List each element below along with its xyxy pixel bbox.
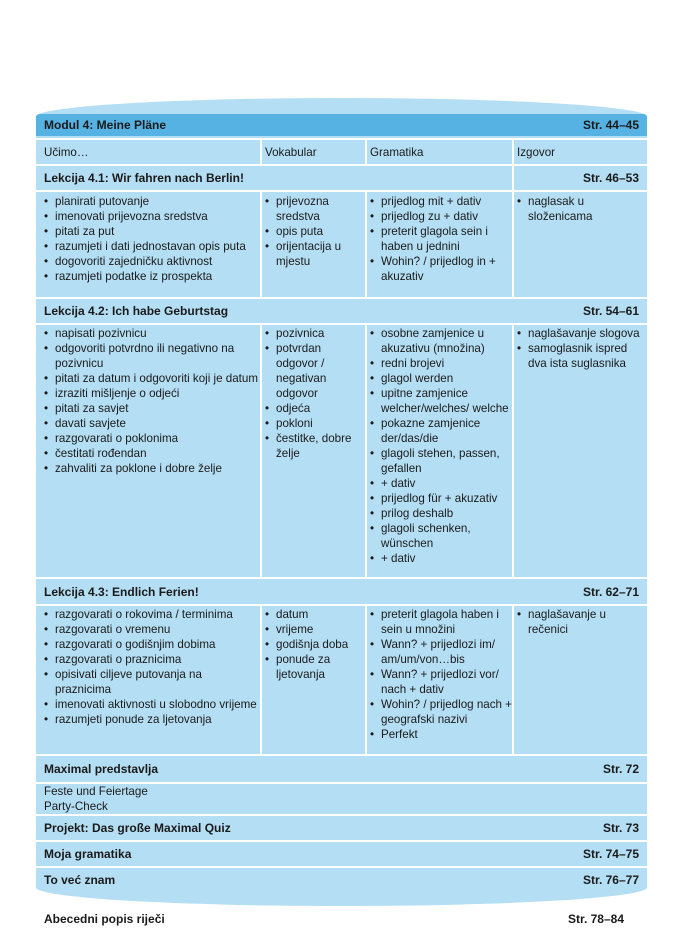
- list-item: • napisati pozivnicu: [44, 326, 258, 341]
- lesson-1-title: Lekcija 4.1: Wir fahren nach Berlin!: [44, 171, 244, 185]
- list-item: • upitne zamjenice welcher/welches/ welche: [370, 386, 512, 416]
- list-item: • naglasak u složenicama: [517, 194, 637, 224]
- lesson-2-title: Lekcija 4.2: Ich habe Geburtstag: [44, 304, 229, 318]
- column-header-vocab: Vokabular: [265, 146, 317, 159]
- lesson-2-grammar: [370, 326, 512, 566]
- list-item: • pokazne zamjenice der/das/die: [370, 416, 512, 446]
- module-title: Modul 4: Meine Pläne: [44, 118, 167, 132]
- list-item: • samoglasnik ispred dva ista suglasnika: [517, 341, 641, 371]
- znam-title: To već znam: [44, 873, 116, 887]
- list-item: • preterit glagola haben i sein u množini: [370, 607, 512, 637]
- list-item: • Wann? + prijedlozi im/ am/um/von…bis: [370, 637, 512, 667]
- znam-pages: Str. 76–77: [582, 873, 639, 887]
- lesson-3-pronunciation: [517, 607, 641, 637]
- lesson-1-vocab: [265, 194, 365, 269]
- maximal-header: [36, 756, 647, 782]
- list-item: • Wann? + prijedlozi vor/ nach + dativ: [370, 667, 512, 697]
- projekt-title: Projekt: Das große Maximal Quiz: [44, 821, 231, 835]
- contents-panel: [36, 98, 647, 906]
- lesson-1-grammar: [370, 194, 512, 284]
- list-item: • prilog deshalb: [370, 506, 512, 521]
- projekt-row: [36, 816, 647, 840]
- list-item: • čestitati rođendan: [44, 446, 258, 461]
- list-item: • ponude za ljetovanja: [265, 652, 365, 682]
- lesson-2-header: [36, 299, 647, 323]
- lesson-3-grammar: [370, 607, 512, 742]
- list-item: • Perfekt: [370, 727, 512, 742]
- list-item: • razumjeti podatke iz prospekta: [44, 269, 258, 284]
- lesson-2-pronunciation: [517, 326, 641, 371]
- maximal-pages: Str. 72: [602, 762, 639, 776]
- maximal-item-1: Feste und Feiertage: [44, 785, 148, 798]
- list-item: • pokloni: [265, 416, 365, 431]
- list-item: • prijevozna sredstva: [265, 194, 365, 224]
- lesson-2-learn: [44, 326, 258, 476]
- lesson-1-header: [36, 166, 647, 190]
- list-item: • redni brojevi: [370, 356, 512, 371]
- list-item: • + dativ: [370, 551, 512, 566]
- index-title: Abecedni popis riječi: [44, 912, 165, 926]
- list-item: • imenovati aktivnosti u slobodno vrijeme: [44, 697, 258, 712]
- index-footer: [36, 912, 632, 926]
- znam-row: [36, 868, 647, 892]
- list-item: • Wohin? / prijedlog in + akuzativ: [370, 254, 512, 284]
- list-item: • pozivnica: [265, 326, 365, 341]
- gramatika-title: Moja gramatika: [44, 847, 132, 861]
- list-item: • glagol werden: [370, 371, 512, 386]
- lesson-1-pronunciation: [517, 194, 637, 224]
- list-item: • planirati putovanje: [44, 194, 258, 209]
- lesson-2-vocab: [265, 326, 365, 461]
- module-pages: Str. 44–45: [582, 118, 639, 132]
- list-item: • dogovoriti zajedničku aktivnost: [44, 254, 258, 269]
- list-item: • čestitke, dobre želje: [265, 431, 365, 461]
- lesson-2-pages: Str. 54–61: [582, 304, 639, 318]
- projekt-pages: Str. 73: [602, 821, 639, 835]
- lesson-3-pages: Str. 62–71: [582, 584, 639, 599]
- module-header: [36, 114, 647, 136]
- list-item: • odgovoriti potvrdno ili negativno na pozivnicu: [44, 341, 258, 371]
- list-item: • vrijeme: [265, 622, 365, 637]
- lesson-1-learn: [44, 194, 258, 284]
- list-item: • naglašavanje u rečenici: [517, 607, 641, 637]
- column-header-pronunciation: Izgovor: [517, 146, 556, 159]
- lesson-3-title: Lekcija 4.3: Endlich Ferien!: [44, 584, 199, 599]
- list-item: • osobne zamjenice u akuzativu (množina): [370, 326, 512, 356]
- list-item: • orijentacija u mjestu: [265, 239, 365, 269]
- list-item: • odjeća: [265, 401, 365, 416]
- list-item: • razumjeti ponude za ljetovanja: [44, 712, 258, 727]
- list-item: • potvrdan odgovor / negativan odgovor: [265, 341, 365, 401]
- list-item: • Wohin? / prijedlog nach + geografski nazivi: [370, 697, 512, 727]
- lesson-3-learn: [44, 607, 258, 727]
- list-item: • glagoli stehen, passen, gefallen: [370, 446, 512, 476]
- list-item: • + dativ: [370, 476, 512, 491]
- list-item: • glagoli schenken, wünschen: [370, 521, 512, 551]
- gramatika-pages: Str. 74–75: [582, 847, 639, 861]
- list-item: • godišnja doba: [265, 637, 365, 652]
- list-item: • naglašavanje slogova: [517, 326, 641, 341]
- list-item: • razumjeti i dati jednostavan opis puta: [44, 239, 258, 254]
- list-item: • razgovarati o vremenu: [44, 622, 258, 637]
- list-item: • razgovarati o poklonima: [44, 431, 258, 446]
- list-item: • opisivati ciljeve putovanja na praznicima: [44, 667, 258, 697]
- list-item: • imenovati prijevozna sredstva: [44, 209, 258, 224]
- list-item: • razgovarati o godišnjim dobima: [44, 637, 258, 652]
- list-item: • prijedlog mit + dativ: [370, 194, 512, 209]
- list-item: • razgovarati o rokovima / terminima: [44, 607, 258, 622]
- list-item: • pitati za put: [44, 224, 258, 239]
- gramatika-row: [36, 842, 647, 866]
- maximal-item-2: Party-Check: [44, 800, 108, 813]
- list-item: • prijedlog zu + dativ: [370, 209, 512, 224]
- list-item: • pitati za datum i odgovoriti koji je datum: [44, 371, 258, 386]
- list-item: • razgovarati o praznicima: [44, 652, 258, 667]
- list-item: • preterit glagola sein i haben u jednini: [370, 224, 512, 254]
- list-item: • davati savjete: [44, 416, 258, 431]
- list-item: • pitati za savjet: [44, 401, 258, 416]
- lesson-1-pages: Str. 46–53: [582, 171, 639, 185]
- list-item: • izraziti mišljenje o odjeći: [44, 386, 258, 401]
- column-header-grammar: Gramatika: [370, 146, 424, 159]
- maximal-title: Maximal predstavlja: [44, 762, 159, 776]
- lesson-3-header: [36, 579, 647, 604]
- column-header-learn: Učimo…: [44, 146, 89, 159]
- index-pages: Str. 78–84: [567, 912, 624, 926]
- list-item: • zahvaliti za poklone i dobre želje: [44, 461, 258, 476]
- lesson-3-vocab: [265, 607, 365, 682]
- list-item: • prijedlog für + akuzativ: [370, 491, 512, 506]
- list-item: • opis puta: [265, 224, 365, 239]
- list-item: • datum: [265, 607, 365, 622]
